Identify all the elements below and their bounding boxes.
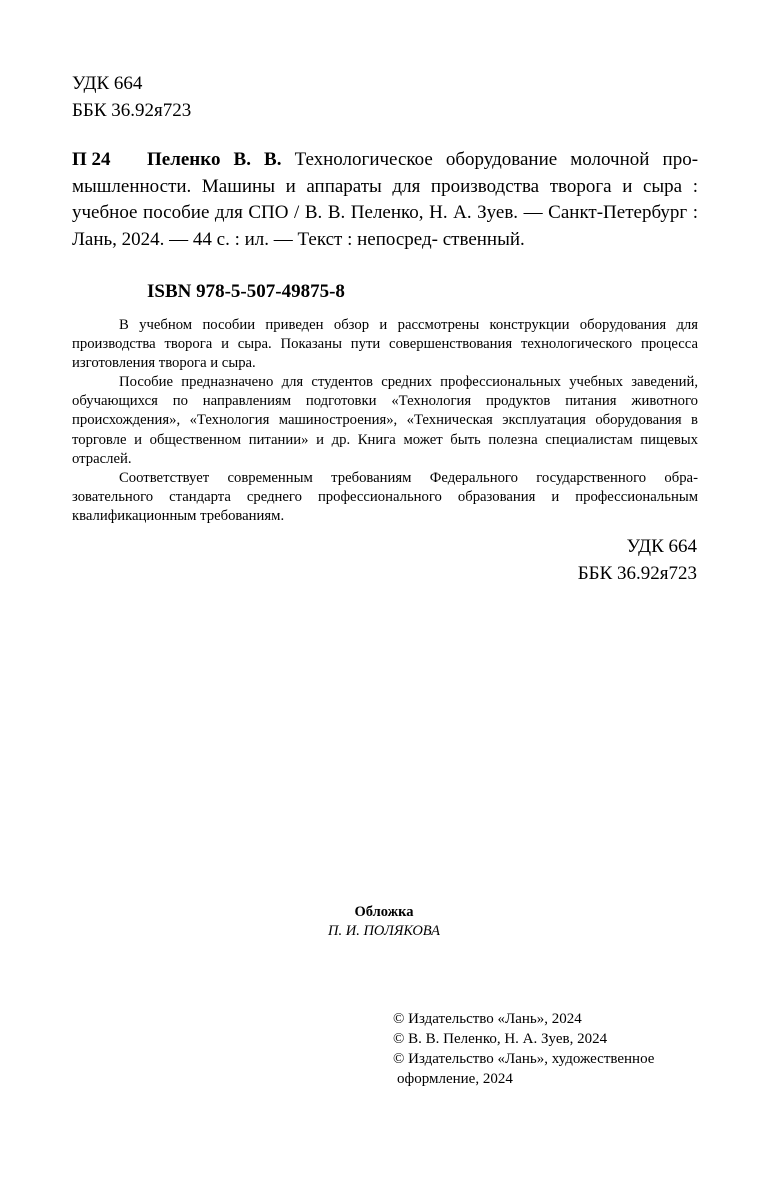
bbk-code: ББК 36.92я723: [72, 100, 192, 121]
annotation: [72, 316, 698, 526]
biblio-line-3: сыра : учебное пособие для СПО / В. В. Пеленко, Н. А. Зуев. —: [72, 175, 698, 223]
copyright-line-3: © Издательство «Лань», художественное: [393, 1051, 655, 1067]
biblio-line-1: Технологическое оборудование молочной про-: [294, 149, 699, 170]
classification-codes-bottom: [578, 533, 697, 587]
udk-code-bottom: УДК 664: [626, 536, 697, 557]
annotation-paragraph-2: Пособие предназначено для студентов средних профессиональных учебных заведений, обучающихся по направлениям подготовки «Технология продуктов питания животного происхождения», «Технология машиностроения», «Техническая эксплуатация оборудования в торговле и общественном питании» и др. Книга может быть полезна специалистам пищевых отраслей.: [72, 374, 698, 467]
classification-codes-top: [72, 70, 191, 124]
bbk-code-bottom: ББК 36.92я723: [577, 563, 697, 584]
isbn: ISBN 978-5-507-49875-8: [147, 281, 345, 302]
annotation-paragraph-1: В учебном пособии приведен обзор и рассмотрены конструкции оборудования для производства творога и сыра. Показаны пути совершенствования технологического процесса изготовления творога и сыра.: [72, 317, 698, 372]
biblio-line-4: Санкт-Петербург : Лань, 2024. — 44 с. : ил. — Текст : непосред-: [72, 202, 699, 250]
copyright-line-4: оформление, 2024: [397, 1071, 513, 1087]
udk-code: УДК 664: [72, 73, 143, 94]
copyright-line-2: © В. В. Пеленко, Н. А. Зуев, 2024: [393, 1031, 608, 1047]
author-mark: П 24: [72, 149, 111, 170]
bibliographic-entry: [72, 147, 698, 253]
cover-designer: П. И. ПОЛЯКОВА: [328, 923, 440, 939]
cover-label: Обложка: [354, 904, 414, 920]
biblio-line-2: мышленности. Машины и аппараты для производства творога и: [72, 175, 633, 197]
copyright-line-1: © Издательство «Лань», 2024: [393, 1011, 582, 1027]
copyright-block: [393, 1009, 654, 1089]
author-name: Пеленко В. В.: [147, 149, 282, 170]
annotation-paragraph-3: Соответствует современным требованиям Федерального государственного образовательного стандарта среднего профессионального образования и профессиональным квалификационным требованиям.: [72, 469, 698, 524]
biblio-line-5: ственный.: [442, 228, 525, 250]
cover-credit: [284, 903, 484, 941]
